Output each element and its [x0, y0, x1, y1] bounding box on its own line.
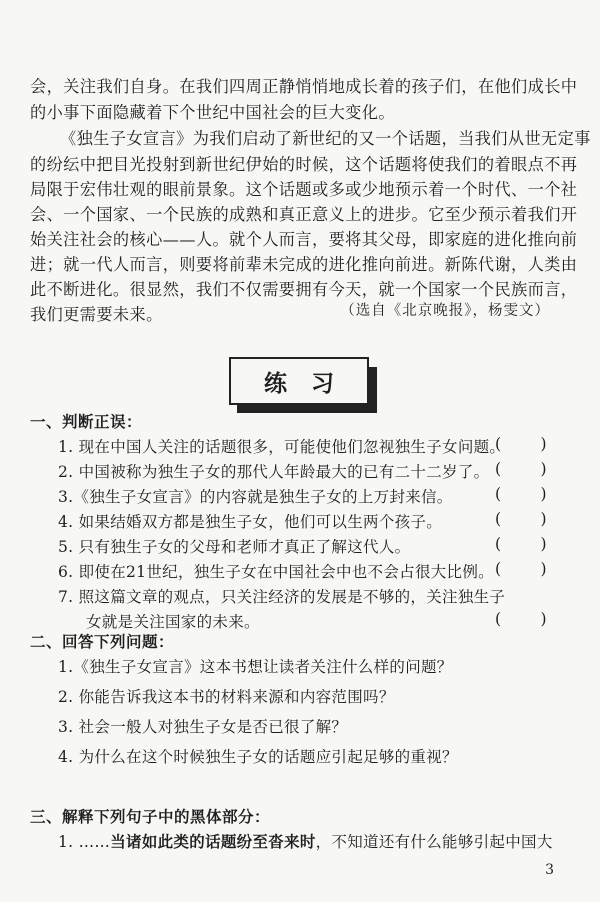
paragraph-line: 局限于宏伟壮观的眼前景象。这个话题或多或少地预示着一个时代、一个社 — [30, 180, 578, 199]
answer-blank[interactable]: ( ) — [495, 485, 547, 503]
section-heading-true-false: 一、判断正误： — [30, 413, 143, 431]
answer-blank[interactable]: ( ) — [495, 435, 547, 453]
article-source: （选自《北京晚报》，杨雯文） — [340, 303, 550, 319]
paragraph-line: 我们更需要未来。 — [30, 305, 163, 324]
explain-item-rest: ，不知道还有什么能够引起中国大 — [315, 833, 553, 851]
paragraph-line: 始关注社会的核心——人。就个人而言，要将其父母，即家庭的进化推向前 — [30, 230, 578, 249]
answer-blank[interactable]: ( ) — [495, 560, 547, 578]
true-false-item: 7. 照这篇文章的观点，只关注经济的发展是不够的，关注独生子 — [58, 588, 506, 606]
true-false-item: 3.《独生子女宣言》的内容就是独生子女的上万封来信。 — [58, 488, 453, 506]
section-heading-explain: 三、解释下列句子中的黑体部分： — [30, 808, 271, 826]
question-item: 2. 你能告诉我这本书的材料来源和内容范围吗？ — [58, 688, 395, 706]
exercise-title: 练习 — [264, 370, 358, 397]
paragraph-line: 进；就一代人而言，则要将前辈未完成的进化推向前进。新陈代谢，人类由 — [30, 255, 578, 274]
paragraph-line: 会，关注我们自身。在我们四周正静悄悄地成长着的孩子们，在他们成长中 — [30, 77, 578, 96]
question-item: 4. 为什么在这个时候独生子女的话题应引起足够的重视？ — [58, 748, 458, 766]
paragraph-line: 《独生子女宣言》为我们启动了新世纪的又一个话题，当我们从世无定事 — [60, 129, 591, 148]
explain-item — [58, 830, 553, 852]
paragraph-line: 的小事下面隐藏着下个世纪中国社会的巨大变化。 — [30, 103, 395, 122]
question-item: 1.《独生子女宣言》这本书想让读者关注什么样的问题？ — [58, 658, 453, 676]
paragraph-line: 此不断进化。很显然，我们不仅需要拥有今天，就一个国家一个民族而言， — [30, 280, 578, 299]
page-number: 3 — [545, 862, 554, 878]
explain-item-prefix: 1. …… — [58, 833, 111, 851]
section-heading-questions: 二、回答下列问题： — [30, 633, 175, 651]
explain-item-bold-phrase: 当诸如此类的话题纷至沓来时 — [110, 833, 316, 851]
question-item: 3. 社会一般人对独生子女是否已很了解？ — [58, 718, 348, 736]
true-false-item: 4. 如果结婚双方都是独生子女，他们可以生两个孩子。 — [58, 513, 443, 531]
true-false-item: 2. 中国被称为独生子女的那代人年龄最大的已有二十二岁了。 — [58, 463, 490, 481]
answer-blank[interactable]: ( ) — [495, 535, 547, 553]
true-false-item: 6. 即使在21世纪，独生子女在中国社会中也不会占很大比例。 — [58, 563, 494, 581]
paragraph-line: 的纷纭中把目光投射到新世纪伊始的时候，这个话题将使我们的着眼点不再 — [30, 155, 578, 174]
true-false-item: 1. 现在中国人关注的话题很多，可能使他们忽视独生子女问题。 — [58, 438, 506, 456]
answer-blank[interactable]: ( ) — [495, 510, 547, 528]
answer-blank[interactable]: ( ) — [495, 460, 547, 478]
true-false-item: 5. 只有独生子女的父母和老师才真正了解这代人。 — [58, 538, 411, 556]
paragraph-line: 会、一个国家、一个民族的成熟和真正意义上的进步。它至少预示着我们开 — [30, 205, 578, 224]
exercise-title-box — [229, 357, 369, 405]
answer-blank[interactable]: ( ) — [495, 610, 547, 628]
true-false-item-continued: 女就是关注国家的未来。 — [86, 613, 260, 631]
